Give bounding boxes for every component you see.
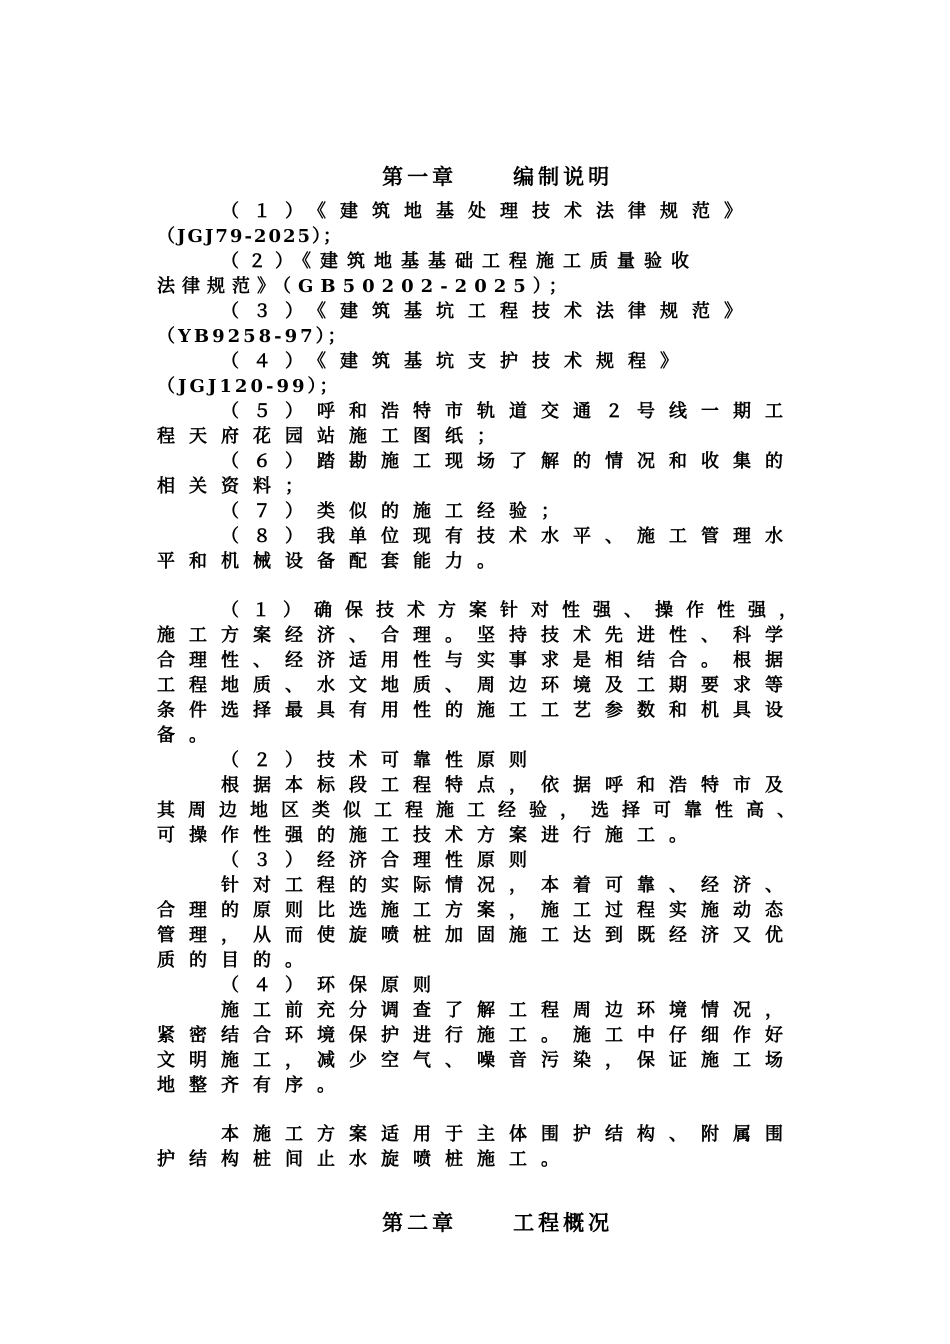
basis-line: 程天府花园站施工图纸； [157,426,509,447]
principle-line: 备。 [157,725,221,746]
basis-line: （２）《建筑地基基础工程施工质量验收 [221,251,698,272]
principle-line: 地整齐有序。 [157,1075,349,1096]
principle-line: （３）经济合理性原则 [221,850,541,871]
basis-line: （YB9258-97）； [157,326,349,347]
basis-line: 平和机械设备配套能力。 [157,551,509,572]
basis-line: （JGJ79-2025）； [157,226,344,247]
basis-line: （３）《建筑基坑工程技术法律规范》 [221,301,756,322]
principle-line: （４）环保原则 [221,975,445,996]
scope-line: 本施工方案适用于主体围护结构、附属围 [221,1124,797,1145]
principle-line: 紧密结合环境保护进行施工。施工中仔细作好 [157,1025,797,1046]
principle-line: （１）确保技术方案针对性强、操作性强， [221,600,810,621]
principle-line: 工程地质、水文地质、周边环境及工期要求等 [157,675,797,696]
principle-line: 根据本标段工程特点，依据呼和浩特市及 [221,775,797,796]
principle-line: 可操作性强的施工技术方案进行施工。 [157,825,701,846]
scope-line: 护结构桩间止水旋喷桩施工。 [157,1149,573,1170]
basis-line: （５）呼和浩特市轨道交通２号线一期工 [221,401,797,422]
chapter-2-heading [0,1182,950,1262]
principle-line: 其周边地区类似工程施工经验，选择可靠性高、 [157,800,808,821]
principle-line: 合理的原则比选施工方案，施工过程实施动态 [157,900,797,921]
principle-line: 质的目的。 [157,950,317,971]
chapter-2-number: 第二章 [382,1210,458,1235]
basis-line: 法律规范》（GB50202-2025）； [157,276,574,297]
principle-line: 施工前充分调查了解工程周边环境情况， [221,1000,797,1021]
principle-line: 合理性、经济适用性与实事求是相结合。根据 [157,650,797,671]
basis-line: （JGJ120-99）； [157,376,341,397]
basis-line: （７）类似的施工经验； [221,501,573,522]
chapter-1-title: 编制说明 [513,164,614,189]
principle-line: （２）技术可靠性原则 [221,750,541,771]
basis-line: （６）踏勘施工现场了解的情况和收集的 [221,451,797,472]
basis-line: （１）《建筑地基处理技术法律规范》 [221,201,756,222]
chapter-2-title: 工程概况 [513,1210,614,1235]
principle-line: 管理，从而使旋喷桩加固施工达到既经济又优 [157,925,797,946]
principle-line: 文明施工，减少空气、噪音污染，保证施工场 [157,1050,797,1071]
basis-line: 相关资料； [157,476,317,497]
basis-line: （４）《建筑基坑支护技术规程》 [221,351,692,372]
basis-line: （８）我单位现有技术水平、施工管理水 [221,526,797,547]
principle-line: 针对工程的实际情况，本着可靠、经济、 [221,875,797,896]
principle-line: 条件选择最具有用性的施工工艺参数和机具设 [157,700,797,721]
chapter-1-number: 第一章 [382,164,458,189]
principle-line: 施工方案经济、合理。坚持技术先进性、科学 [157,625,797,646]
